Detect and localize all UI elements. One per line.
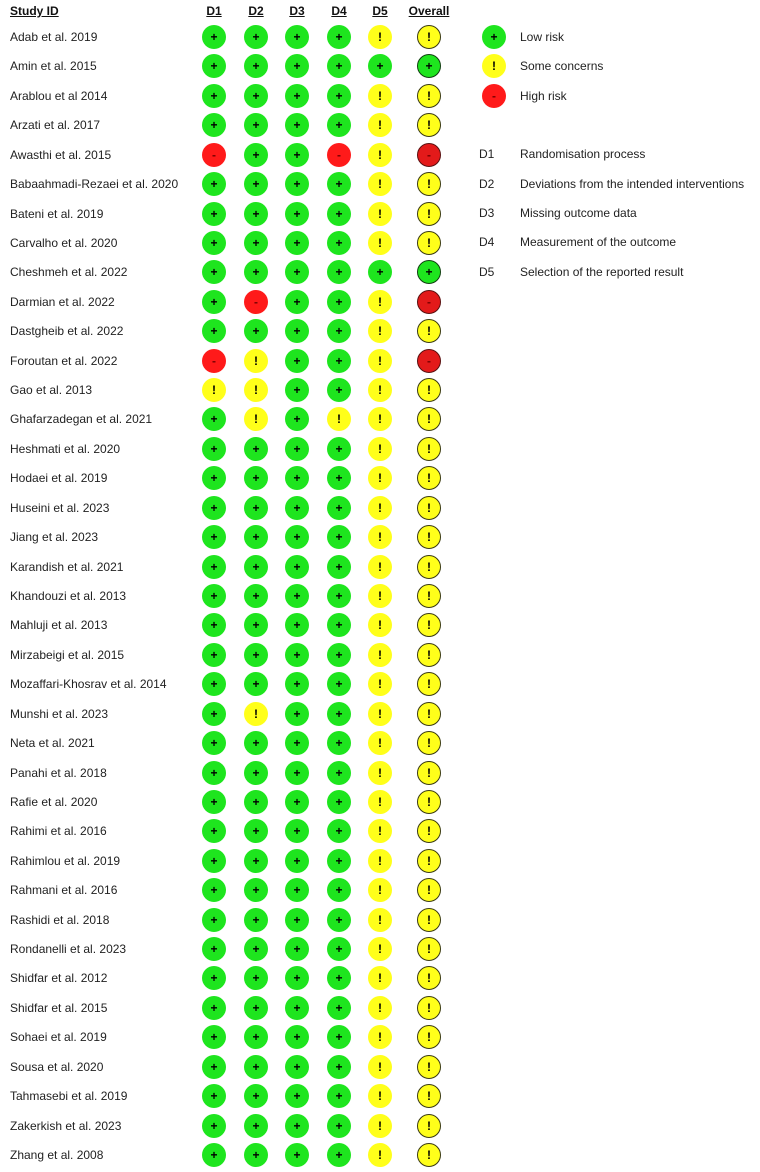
some-risk-d5-icon: ! [368,731,392,755]
some-risk-d5-icon: ! [368,996,392,1020]
low-risk-d3-icon: + [285,672,309,696]
low-risk-d4-icon: + [327,1143,351,1167]
header-d4: D4 [331,4,347,18]
some-risk-d5-icon: ! [368,25,392,49]
low-risk-d3-icon: + [285,555,309,579]
low-risk-d2-icon: + [244,84,268,108]
low-risk-d1-icon: + [202,202,226,226]
low-risk-d3-icon: + [285,260,309,284]
low-risk-d2-icon: + [244,1055,268,1079]
low-risk-d2-icon: + [244,496,268,520]
domain-description: Randomisation process [520,147,646,161]
domain-code: D1 [479,147,495,161]
high-risk-overall-icon: - [417,349,441,373]
some-risk-overall-icon: ! [417,555,441,579]
some-risk-d5-icon: ! [368,349,392,373]
low-risk-d1-icon: + [202,172,226,196]
some-risk-overall-icon: ! [417,672,441,696]
some-risk-d4-icon: ! [327,407,351,431]
some-risk-d5-icon: ! [368,1025,392,1049]
some-risk-d5-icon: ! [368,937,392,961]
low-risk-d3-icon: + [285,1084,309,1108]
low-risk-d2-icon: + [244,819,268,843]
low-risk-d3-icon: + [285,407,309,431]
some-risk-d2-icon: ! [244,378,268,402]
some-risk-d5-icon: ! [368,1114,392,1138]
some-risk-d5-icon: ! [368,1084,392,1108]
low-risk-d4-icon: + [327,849,351,873]
low-risk-d4-icon: + [327,1055,351,1079]
some-risk-overall-icon: ! [417,1143,441,1167]
low-risk-d3-icon: + [285,1025,309,1049]
low-risk-d4-icon: + [327,437,351,461]
high-risk-d1-icon: - [202,143,226,167]
some-risk-d5-icon: ! [368,966,392,990]
low-risk-d1-icon: + [202,1084,226,1108]
low-risk-d1-icon: + [202,966,226,990]
low-risk-d3-icon: + [285,25,309,49]
low-risk-d1-icon: + [202,849,226,873]
low-risk-d4-icon: + [327,113,351,137]
low-risk-d2-icon: + [244,202,268,226]
low-risk-d4-icon: + [327,349,351,373]
low-risk-d3-icon: + [285,231,309,255]
low-risk-d3-icon: + [285,113,309,137]
study-label: Shidfar et al. 2015 [10,1000,108,1015]
study-label: Dastgheib et al. 2022 [10,324,124,339]
some-risk-overall-icon: ! [417,702,441,726]
legend-label: High risk [520,89,567,103]
study-label: Ghafarzadegan et al. 2021 [10,412,153,427]
low-risk-d4-icon: + [327,672,351,696]
some-risk-d5-icon: ! [368,84,392,108]
study-label: Tahmasebi et al. 2019 [10,1089,128,1104]
some-risk-d5-icon: ! [368,231,392,255]
low-risk-d1-icon: + [202,672,226,696]
some-risk-overall-icon: ! [417,1055,441,1079]
study-label: Darmian et al. 2022 [10,294,115,309]
domain-description: Deviations from the intended interventions [520,177,745,191]
low-risk-d1-icon: + [202,878,226,902]
low-risk-d3-icon: + [285,466,309,490]
study-label: Carvalho et al. 2020 [10,235,118,250]
high-risk-overall-icon: - [417,290,441,314]
low-risk-d4-icon: + [327,555,351,579]
study-label: Panahi et al. 2018 [10,765,107,780]
study-label: Gao et al. 2013 [10,383,93,398]
header-d2: D2 [248,4,264,18]
study-label: Rahimlou et al. 2019 [10,853,121,868]
domain-description: Measurement of the outcome [520,235,677,249]
some-risk-d5-icon: ! [368,172,392,196]
study-label: Adab et al. 2019 [10,30,98,44]
low-risk-d2-icon: + [244,25,268,49]
some-risk-d5-icon: ! [368,290,392,314]
some-risk-overall-icon: ! [417,1084,441,1108]
low-risk-d1-icon: + [202,761,226,785]
low-risk-d3-icon: + [285,613,309,637]
some-risk-overall-icon: ! [417,849,441,873]
low-risk-d4-icon: + [327,202,351,226]
some-risk-d5-icon: ! [368,702,392,726]
low-risk-d2-icon: + [244,1025,268,1049]
low-risk-d1-icon: + [202,25,226,49]
some-risk-d5-icon: ! [368,466,392,490]
low-risk-d1-icon: + [202,937,226,961]
low-risk-d2-icon: + [244,319,268,343]
study-label: Jiang et al. 2023 [10,530,99,545]
legend-label: Low risk [520,30,565,44]
some-risk-overall-icon: ! [417,1114,441,1138]
low-risk-d2-icon: + [244,143,268,167]
study-label: Awasthi et al. 2015 [10,147,112,162]
low-risk-d4-icon: + [327,466,351,490]
some-risk-overall-icon: ! [417,937,441,961]
study-label: Neta et al. 2021 [10,736,95,751]
low-risk-d2-icon: + [244,525,268,549]
low-risk-d1-icon: + [202,643,226,667]
some-risk-overall-icon: ! [417,878,441,902]
low-risk-d2-icon: + [244,555,268,579]
low-risk-d2-icon: + [244,966,268,990]
low-risk-d1-icon: + [202,437,226,461]
low-risk-d2-icon: + [244,996,268,1020]
low-risk-d3-icon: + [285,54,309,78]
low-risk-d3-icon: + [285,1114,309,1138]
low-risk-d1-icon: + [202,466,226,490]
low-risk-d3-icon: + [285,849,309,873]
some-risk-d5-icon: ! [368,1055,392,1079]
low-risk-d1-icon: + [202,790,226,814]
some-risk-d1-icon: ! [202,378,226,402]
low-risk-d3-icon: + [285,290,309,314]
low-risk-d4-icon: + [327,937,351,961]
some-risk-overall-icon: ! [417,437,441,461]
low-risk-d3-icon: + [285,349,309,373]
low-risk-d2-icon: + [244,731,268,755]
study-label: Rahmani et al. 2016 [10,883,118,898]
low-risk-d4-icon: + [327,54,351,78]
study-label: Huseini et al. 2023 [10,500,110,515]
some-risk-overall-icon: ! [417,113,441,137]
low-risk-d3-icon: + [285,966,309,990]
low-risk-d3-icon: + [285,437,309,461]
low-risk-d3-icon: + [285,643,309,667]
low-risk-d1-icon: + [202,819,226,843]
low-risk-d4-icon: + [327,319,351,343]
some-risk-overall-icon: ! [417,790,441,814]
header-d1: D1 [206,4,222,18]
low-risk-d2-icon: + [244,672,268,696]
low-risk-d2-icon: + [244,231,268,255]
some-risk-d5-icon: ! [368,143,392,167]
low-risk-d1-icon: + [202,496,226,520]
some-risk-overall-icon: ! [417,819,441,843]
low-risk-d2-icon: + [244,643,268,667]
study-label: Foroutan et al. 2022 [10,353,118,368]
domain-code: D2 [479,177,495,191]
legend-low-icon: + [482,25,506,49]
low-risk-d4-icon: + [327,996,351,1020]
study-label: Shidfar et al. 2012 [10,971,108,986]
low-risk-d4-icon: + [327,643,351,667]
low-risk-d1-icon: + [202,996,226,1020]
low-risk-d1-icon: + [202,113,226,137]
study-label: Mirzabeigi et al. 2015 [10,647,125,662]
some-risk-overall-icon: ! [417,231,441,255]
some-risk-d2-icon: ! [244,702,268,726]
some-risk-d5-icon: ! [368,584,392,608]
some-risk-d5-icon: ! [368,613,392,637]
study-label: Rashidi et al. 2018 [10,912,110,927]
low-risk-d4-icon: + [327,966,351,990]
study-label: Amin et al. 2015 [10,59,97,74]
domain-description: Missing outcome data [520,206,637,220]
low-risk-d5-icon: + [368,54,392,78]
low-risk-d4-icon: + [327,25,351,49]
legend-some-icon: ! [482,54,506,78]
low-risk-d4-icon: + [327,908,351,932]
low-risk-d4-icon: + [327,702,351,726]
study-label: Zakerkish et al. 2023 [10,1118,122,1133]
low-risk-d3-icon: + [285,319,309,343]
low-risk-d4-icon: + [327,761,351,785]
legend-high-icon: - [482,84,506,108]
low-risk-d1-icon: + [202,1055,226,1079]
low-risk-d1-icon: + [202,584,226,608]
low-risk-d4-icon: + [327,290,351,314]
low-risk-d5-icon: + [368,260,392,284]
low-risk-d3-icon: + [285,525,309,549]
some-risk-d5-icon: ! [368,819,392,843]
low-risk-d4-icon: + [327,613,351,637]
low-risk-d1-icon: + [202,613,226,637]
low-risk-d4-icon: + [327,525,351,549]
some-risk-d5-icon: ! [368,790,392,814]
low-risk-d2-icon: + [244,790,268,814]
low-risk-d1-icon: + [202,231,226,255]
low-risk-d3-icon: + [285,731,309,755]
low-risk-overall-icon: + [417,260,441,284]
low-risk-d2-icon: + [244,1143,268,1167]
study-label: Arablou et al 2014 [10,88,108,103]
some-risk-d5-icon: ! [368,525,392,549]
low-risk-d2-icon: + [244,113,268,137]
low-risk-d3-icon: + [285,143,309,167]
some-risk-overall-icon: ! [417,378,441,402]
study-label: Rafie et al. 2020 [10,794,98,809]
study-label: Sohaei et al. 2019 [10,1030,107,1045]
low-risk-d2-icon: + [244,761,268,785]
low-risk-d4-icon: + [327,231,351,255]
some-risk-d5-icon: ! [368,202,392,226]
low-risk-d2-icon: + [244,584,268,608]
some-risk-overall-icon: ! [417,1025,441,1049]
low-risk-d1-icon: + [202,54,226,78]
some-risk-overall-icon: ! [417,407,441,431]
low-risk-d1-icon: + [202,290,226,314]
some-risk-overall-icon: ! [417,172,441,196]
low-risk-d1-icon: + [202,555,226,579]
some-risk-overall-icon: ! [417,966,441,990]
study-label: Munshi et al. 2023 [10,706,109,721]
low-risk-d4-icon: + [327,584,351,608]
some-risk-overall-icon: ! [417,25,441,49]
study-label: Rondanelli et al. 2023 [10,942,127,957]
some-risk-d5-icon: ! [368,407,392,431]
low-risk-d2-icon: + [244,172,268,196]
low-risk-d1-icon: + [202,731,226,755]
domain-code: D5 [479,265,495,279]
low-risk-d2-icon: + [244,437,268,461]
study-label: Mahluji et al. 2013 [10,618,108,633]
some-risk-d5-icon: ! [368,908,392,932]
some-risk-overall-icon: ! [417,84,441,108]
low-risk-d4-icon: + [327,731,351,755]
low-risk-d3-icon: + [285,761,309,785]
header-overall: Overall [408,4,450,18]
domain-code: D3 [479,206,495,220]
some-risk-overall-icon: ! [417,908,441,932]
study-label: Sousa et al. 2020 [10,1059,104,1074]
low-risk-d2-icon: + [244,54,268,78]
low-risk-d2-icon: + [244,937,268,961]
high-risk-d2-icon: - [244,290,268,314]
low-risk-d3-icon: + [285,378,309,402]
some-risk-d5-icon: ! [368,643,392,667]
low-risk-d4-icon: + [327,172,351,196]
low-risk-d2-icon: + [244,1084,268,1108]
low-risk-d3-icon: + [285,172,309,196]
low-risk-d3-icon: + [285,790,309,814]
low-risk-d3-icon: + [285,202,309,226]
domain-code: D4 [479,235,495,249]
low-risk-overall-icon: + [417,54,441,78]
low-risk-d2-icon: + [244,849,268,873]
study-label: Rahimi et al. 2016 [10,824,107,839]
low-risk-d2-icon: + [244,466,268,490]
some-risk-overall-icon: ! [417,202,441,226]
some-risk-overall-icon: ! [417,613,441,637]
low-risk-d1-icon: + [202,908,226,932]
some-risk-d2-icon: ! [244,407,268,431]
low-risk-d3-icon: + [285,1055,309,1079]
low-risk-d2-icon: + [244,878,268,902]
low-risk-d4-icon: + [327,378,351,402]
low-risk-d3-icon: + [285,819,309,843]
low-risk-d3-icon: + [285,937,309,961]
domain-description: Selection of the reported result [520,265,684,279]
some-risk-d5-icon: ! [368,378,392,402]
low-risk-d2-icon: + [244,1114,268,1138]
low-risk-d3-icon: + [285,878,309,902]
study-label: Cheshmeh et al. 2022 [10,265,128,280]
some-risk-d5-icon: ! [368,672,392,696]
low-risk-d1-icon: + [202,1114,226,1138]
study-label: Heshmati et al. 2020 [10,441,121,456]
low-risk-d1-icon: + [202,702,226,726]
some-risk-overall-icon: ! [417,584,441,608]
some-risk-d5-icon: ! [368,437,392,461]
some-risk-overall-icon: ! [417,996,441,1020]
header-study-id: Study ID [10,4,59,18]
low-risk-d3-icon: + [285,908,309,932]
low-risk-d3-icon: + [285,84,309,108]
some-risk-overall-icon: ! [417,525,441,549]
some-risk-d5-icon: ! [368,1143,392,1167]
low-risk-d1-icon: + [202,1143,226,1167]
some-risk-d5-icon: ! [368,761,392,785]
some-risk-d5-icon: ! [368,113,392,137]
some-risk-d2-icon: ! [244,349,268,373]
header-d5: D5 [372,4,388,18]
some-risk-d5-icon: ! [368,849,392,873]
low-risk-d3-icon: + [285,996,309,1020]
study-label: Zhang et al. 2008 [10,1147,104,1162]
low-risk-d3-icon: + [285,584,309,608]
low-risk-d4-icon: + [327,790,351,814]
study-label: Bateni et al. 2019 [10,206,104,221]
low-risk-d1-icon: + [202,525,226,549]
high-risk-overall-icon: - [417,143,441,167]
low-risk-d4-icon: + [327,1084,351,1108]
low-risk-d1-icon: + [202,319,226,343]
low-risk-d3-icon: + [285,1143,309,1167]
some-risk-overall-icon: ! [417,319,441,343]
low-risk-d2-icon: + [244,260,268,284]
low-risk-d3-icon: + [285,496,309,520]
low-risk-d2-icon: + [244,613,268,637]
low-risk-d4-icon: + [327,1025,351,1049]
study-label: Khandouzi et al. 2013 [10,588,127,603]
high-risk-d1-icon: - [202,349,226,373]
some-risk-overall-icon: ! [417,643,441,667]
low-risk-d4-icon: + [327,1114,351,1138]
low-risk-d1-icon: + [202,260,226,284]
some-risk-d5-icon: ! [368,878,392,902]
some-risk-d5-icon: ! [368,496,392,520]
low-risk-d1-icon: + [202,84,226,108]
low-risk-d1-icon: + [202,407,226,431]
low-risk-d4-icon: + [327,819,351,843]
low-risk-d4-icon: + [327,84,351,108]
some-risk-d5-icon: ! [368,319,392,343]
some-risk-overall-icon: ! [417,496,441,520]
low-risk-d4-icon: + [327,496,351,520]
high-risk-d4-icon: - [327,143,351,167]
study-label: Hodaei et al. 2019 [10,471,108,486]
some-risk-overall-icon: ! [417,761,441,785]
some-risk-d5-icon: ! [368,555,392,579]
low-risk-d4-icon: + [327,260,351,284]
study-label: Mozaffari-Khosrav et al. 2014 [10,677,167,692]
study-label: Babaahmadi-Rezaei et al. 2020 [10,177,179,192]
some-risk-overall-icon: ! [417,466,441,490]
low-risk-d1-icon: + [202,1025,226,1049]
study-label: Karandish et al. 2021 [10,559,124,574]
low-risk-d3-icon: + [285,702,309,726]
low-risk-d4-icon: + [327,878,351,902]
study-label: Arzati et al. 2017 [10,118,101,133]
low-risk-d2-icon: + [244,908,268,932]
legend-label: Some concerns [520,59,604,73]
header-d3: D3 [289,4,305,18]
some-risk-overall-icon: ! [417,731,441,755]
